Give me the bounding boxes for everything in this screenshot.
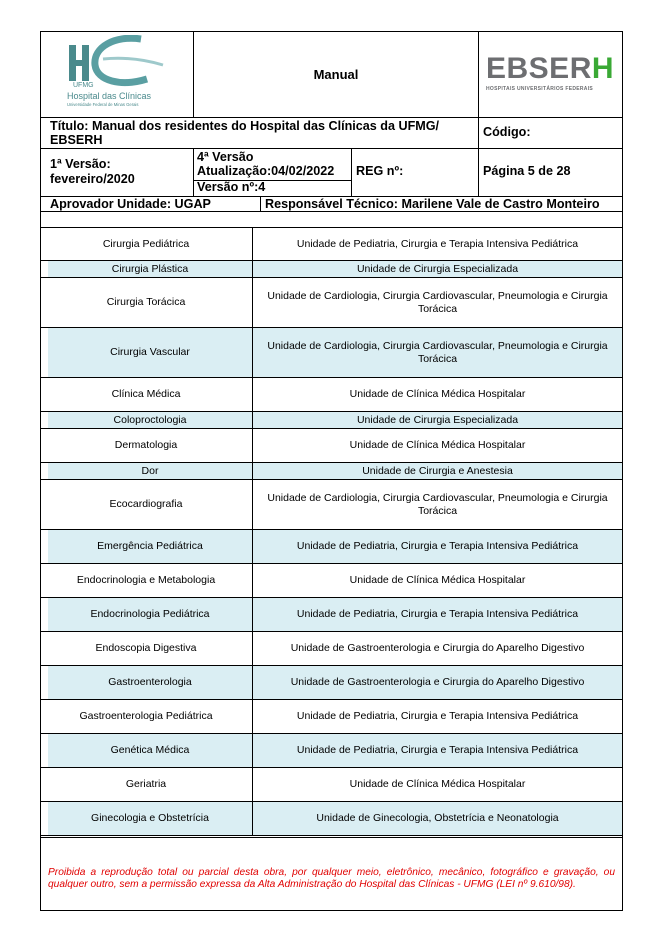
specialty-cell: Endocrinologia Pediátrica: [48, 598, 252, 631]
table-row: [40, 429, 622, 463]
divider: [40, 148, 623, 149]
fourth-version: 4ª Versão: [197, 150, 254, 164]
table-row: [40, 598, 622, 632]
unit-cell: Unidade de Cardiologia, Cirurgia Cardiovascular, Pneumologia e Cirurgia Torácica: [252, 328, 622, 377]
document-code-label: Código:: [483, 125, 531, 139]
table-row: [40, 412, 622, 429]
table-row: [40, 278, 622, 328]
unit-cell: Unidade de Cardiologia, Cirurgia Cardiovascular, Pneumologia e Cirurgia Torácica: [252, 278, 622, 327]
specialty-cell: Cirurgia Pediátrica: [102, 237, 190, 250]
divider: [40, 837, 623, 838]
table-row: [40, 480, 622, 530]
unit-cell: Unidade de Pediatria, Cirurgia e Terapia Intensiva Pediátrica: [252, 228, 622, 260]
document-type-title: Manual: [313, 66, 359, 82]
table-row: [40, 261, 622, 278]
copyright-notice: Proibida a reprodução total ou parcial desta obra, por qualquer meio, eletrônico, mecânico, fotográfico e gravação, ou qualquer outro, sem a permissão expressa da Alta Administração do Hospital das Clínicas - UFMG (LEI nº 9.610/98).: [48, 867, 615, 890]
ebserh-tagline: HOSPITAIS UNIVERSITÁRIOS FEDERAIS: [486, 86, 594, 92]
ebserh-brand-h: H: [591, 52, 615, 85]
unit-cell: Unidade de Pediatria, Cirurgia e Terapia Intensiva Pediátrica: [252, 734, 622, 767]
table-row: [40, 700, 622, 734]
approver-unit: Aprovador Unidade: UGAP: [50, 197, 211, 211]
table-row: [40, 530, 622, 564]
technical-responsible: Responsável Técnico: Marilene Vale de Castro Monteiro: [265, 197, 600, 211]
unit-cell: Unidade de Clínica Médica Hospitalar: [252, 378, 622, 411]
table-row: [40, 228, 622, 261]
logo-ufmg-text: UFMG: [73, 82, 94, 89]
logo-university-text: Universidade Federal de Minas Gerais: [67, 102, 139, 107]
table-row: [40, 328, 622, 378]
update-date: Atualização:04/02/2022: [197, 164, 335, 178]
table-row: [40, 463, 622, 480]
divider: [40, 117, 623, 118]
specialty-cell: Endocrinologia e Metabologia: [76, 574, 216, 586]
specialty-cell: Dor: [48, 463, 252, 479]
specialty-cell: Gastroenterologia Pediátrica: [79, 710, 213, 722]
unit-cell: Unidade de Ginecologia, Obstetrícia e Neonatologia: [252, 802, 622, 835]
table-row: [40, 378, 622, 412]
ebserh-brand-text: EBSER: [486, 52, 592, 85]
specialty-cell: Geriatria: [125, 778, 167, 790]
version-number: Versão nº:4: [197, 180, 266, 194]
specialty-cell: Ginecologia e Obstetrícia: [48, 802, 252, 835]
table-row: [40, 802, 622, 836]
specialty-cell: Cirurgia Torácica: [106, 296, 186, 308]
specialty-cell: Ecocardiografia: [109, 498, 183, 510]
specialty-cell: Cirurgia Plástica: [48, 261, 252, 277]
table-row: [40, 564, 622, 598]
unit-cell: Unidade de Gastroenterologia e Cirurgia do Aparelho Digestivo: [252, 666, 622, 699]
unit-cell: Unidade de Pediatria, Cirurgia e Terapia Intensiva Pediátrica: [252, 530, 622, 563]
table-row: [40, 734, 622, 768]
unit-cell: Unidade de Clínica Médica Hospitalar: [252, 768, 622, 801]
logo-hospital-text: Hospital das Clínicas: [67, 91, 152, 101]
first-version: 1ª Versão: fevereiro/2020: [50, 157, 135, 186]
table-row: [40, 632, 622, 666]
unit-cell: Unidade de Pediatria, Cirurgia e Terapia Intensiva Pediátrica: [252, 598, 622, 631]
divider: [478, 31, 479, 197]
specialty-cell: Cirurgia Vascular: [48, 328, 252, 377]
specialty-cell: Gastroenterologia: [48, 666, 252, 699]
document-title: Título: Manual dos residentes do Hospital das Clínicas da UFMG/ EBSERH: [50, 119, 440, 147]
unit-cell: Unidade de Cirurgia Especializada: [252, 412, 622, 428]
unit-cell: Unidade de Clínica Médica Hospitalar: [252, 564, 622, 597]
divider: [193, 148, 194, 197]
specialty-cell: Coloproctologia: [48, 412, 252, 428]
specialty-cell: Dermatologia: [114, 439, 178, 451]
table-row: [40, 768, 622, 802]
specialty-cell: Genética Médica: [48, 734, 252, 767]
unit-cell: Unidade de Cardiologia, Cirurgia Cardiovascular, Pneumologia e Cirurgia Torácica: [252, 480, 622, 529]
unit-cell: Unidade de Gastroenterologia e Cirurgia do Aparelho Digestivo: [252, 632, 622, 665]
specialty-cell: Emergência Pediátrica: [48, 530, 252, 563]
reg-number-label: REG nº:: [356, 164, 404, 178]
specialty-cell: Clínica Médica: [111, 388, 181, 400]
unit-cell: Unidade de Cirurgia Especializada: [252, 261, 622, 277]
unit-cell: Unidade de Pediatria, Cirurgia e Terapia Intensiva Pediátrica: [252, 700, 622, 733]
unit-cell: Unidade de Clínica Médica Hospitalar: [252, 429, 622, 462]
divider: [260, 196, 261, 212]
page-indicator: Página 5 de 28: [483, 164, 571, 178]
ebserh-logo: [480, 52, 620, 100]
divider: [351, 148, 352, 197]
table-row: [40, 666, 622, 700]
unit-cell: Unidade de Cirurgia e Anestesia: [252, 463, 622, 479]
hc-ufmg-logo: [63, 35, 175, 115]
specialty-cell: Endoscopia Digestiva: [95, 642, 197, 654]
